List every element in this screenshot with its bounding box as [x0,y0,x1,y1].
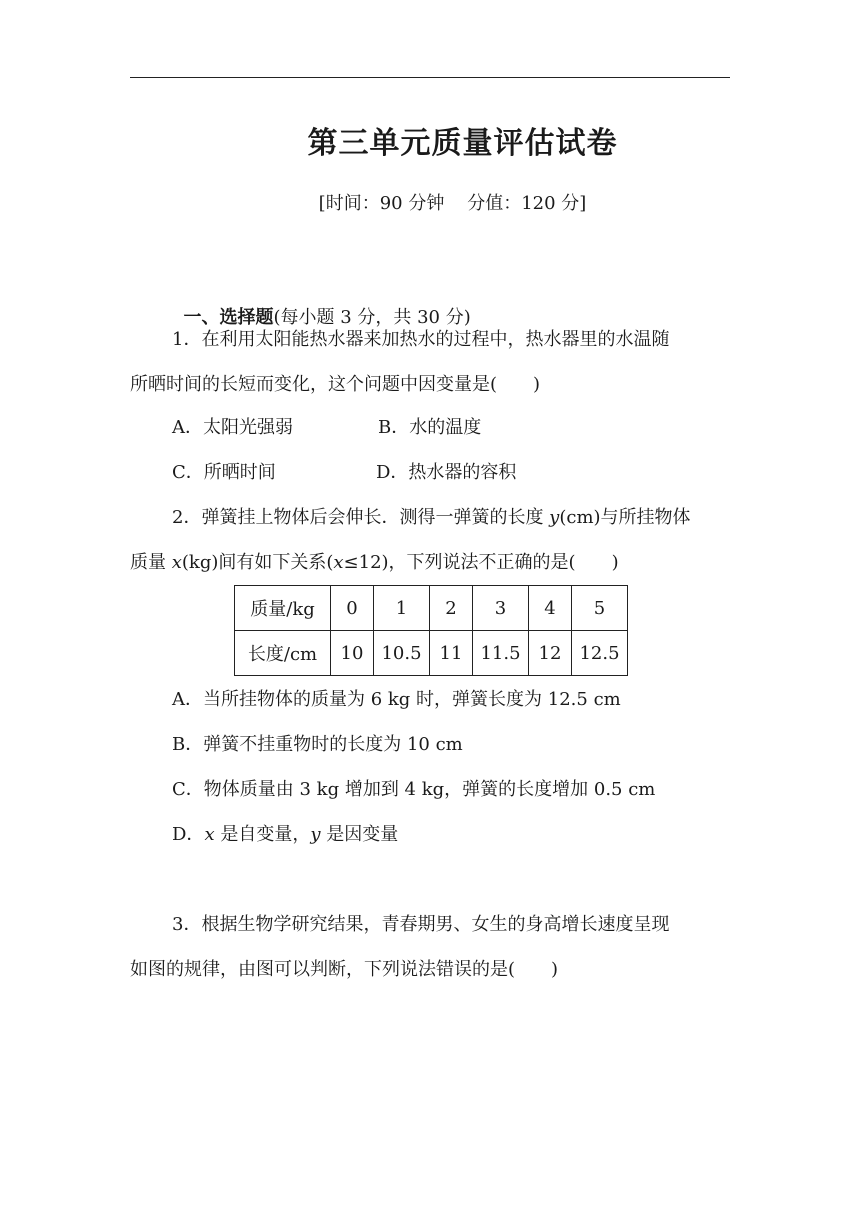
q2-var-x: x [171,552,182,573]
exam-meta: [时间：90 分钟 分值：120 分] [318,193,587,214]
table-cell: 0 [331,586,374,631]
q1-option-a: A．太阳光强弱 [172,417,293,438]
section-heading [172,282,471,330]
page-title: 第三单元质量评估试卷 [307,126,618,161]
table-cell: 10.5 [374,631,430,676]
q1-stem-line1: 1．在利用太阳能热水器来加热水的过程中，热水器里的水温随 [172,329,670,350]
table-cell: 1 [374,586,430,631]
q2-option-c: C．物体质量由 3 kg 增加到 4 kg，弹簧的长度增加 0.5 cm [172,779,656,800]
q2-text: ≤12)，下列说法不正确的是( ) [343,552,619,573]
q1-option-b: B．水的温度 [378,417,482,438]
q2-stem-line1 [172,506,691,530]
q2-var-x: x [333,552,344,573]
table-cell: 11 [430,631,473,676]
section-note: (每小题 3 分，共 30 分) [273,307,471,328]
q2-option-a: A．当所挂物体的质量为 6 kg 时，弹簧长度为 12.5 cm [172,689,621,710]
q2-text: (kg)间有如下关系( [181,552,334,573]
q2-text: 2．弹簧挂上物体后会伸长．测得一弹簧的长度 [172,507,550,528]
table-cell: 12.5 [572,631,628,676]
table-cell: 12 [529,631,572,676]
table-row [235,631,628,676]
q1-option-c: C．所晒时间 [172,462,276,483]
table-cell: 5 [572,586,628,631]
table-cell: 3 [473,586,529,631]
table-header-cell: 质量/kg [235,586,331,631]
table-cell: 10 [331,631,374,676]
q2-var-x: x [204,824,215,845]
table-header-cell: 长度/cm [235,631,331,676]
q2-option-b: B．弹簧不挂重物时的长度为 10 cm [172,734,463,755]
section-title: 一、选择题 [183,307,274,328]
q2-text: 质量 [130,552,172,573]
q1-stem-line2: 所晒时间的长短而变化，这个问题中因变量是( ) [130,374,541,395]
table-cell: 4 [529,586,572,631]
table-cell: 2 [430,586,473,631]
q2-text: 是自变量， [214,824,311,845]
table-cell: 11.5 [473,631,529,676]
q3-stem-line2: 如图的规律，由图可以判断，下列说法错误的是( ) [130,959,559,980]
table-row [235,586,628,631]
q2-text: D． [172,824,205,845]
spring-data-table [234,585,628,676]
q2-stem-line2 [130,551,619,575]
q1-option-d: D．热水器的容积 [376,462,517,483]
q2-var-y: y [549,507,560,528]
header-rule [130,77,730,78]
q3-stem-line1: 3．根据生物学研究结果，青春期男、女生的身高增长速度呈现 [172,914,670,935]
q2-option-d [172,823,398,847]
q2-var-y: y [310,824,321,845]
q2-text: (cm)与所挂物体 [559,507,691,528]
q2-text: 是因变量 [320,824,399,845]
